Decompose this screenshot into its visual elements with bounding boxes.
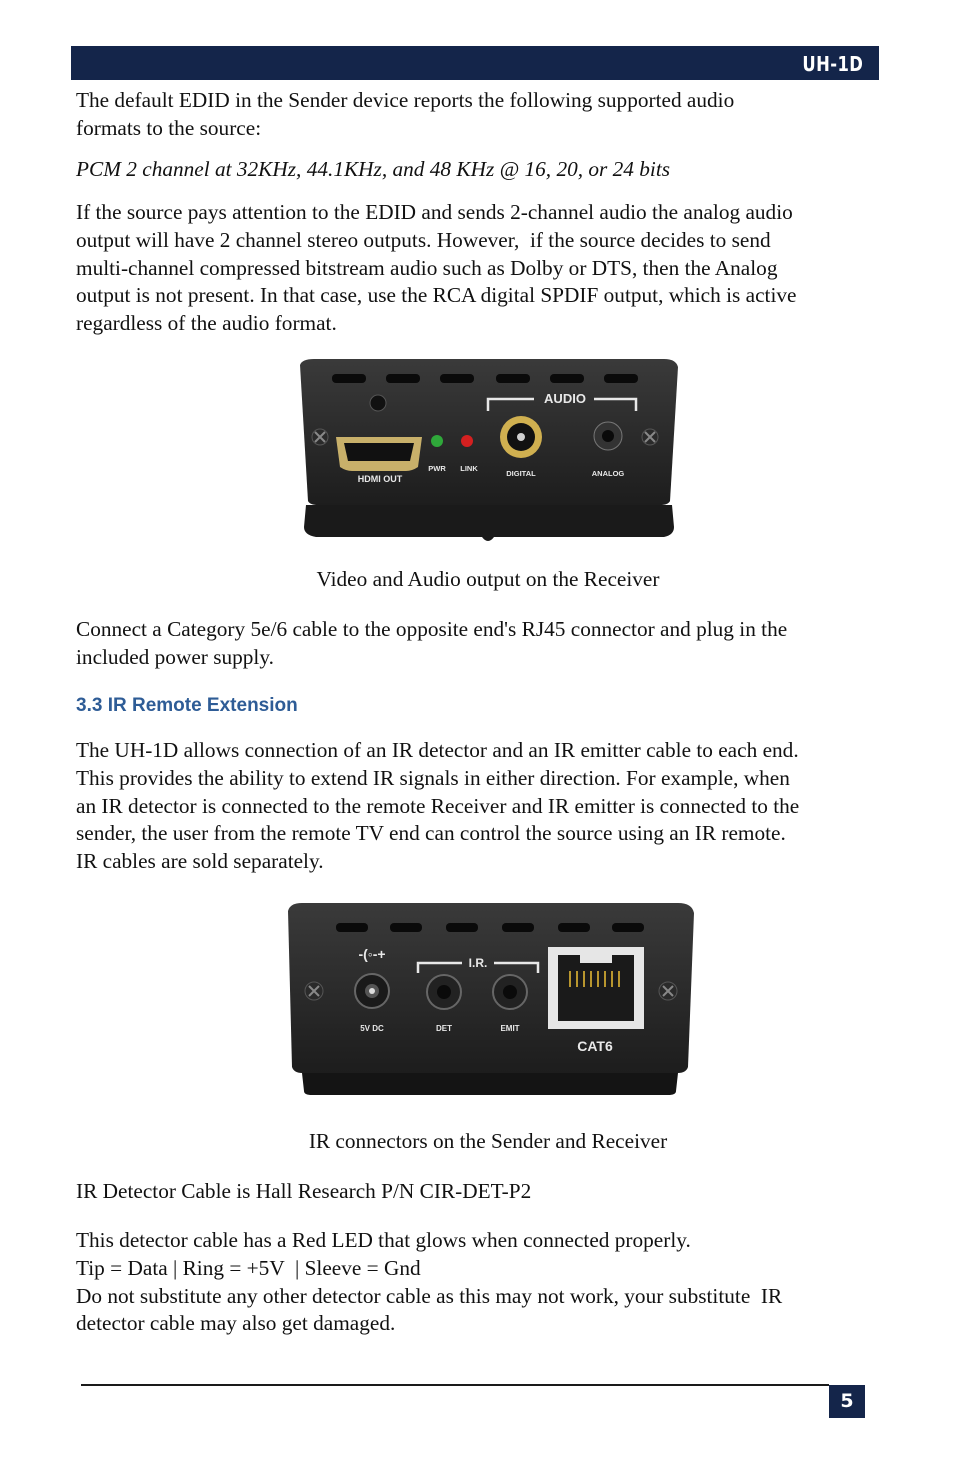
ir-detector-jack-icon	[427, 975, 461, 1009]
screw-left-icon	[312, 429, 328, 445]
hdmi-out-label: HDMI OUT	[357, 474, 403, 484]
screw-left-icon	[305, 982, 323, 1000]
sender-ir-photo	[282, 903, 698, 1097]
section-heading-ir-remote: 3.3 IR Remote Extension	[76, 695, 298, 716]
det-label: DET	[436, 1024, 452, 1033]
paragraph-edid-intro: The default EDID in the Sender device reports the following supported audio formats to the source:	[76, 88, 735, 140]
emit-label: EMIT	[500, 1024, 520, 1033]
footer-rule	[81, 1384, 829, 1386]
power-led-icon	[431, 435, 443, 447]
paragraph-detector-notes: This detector cable has a Red LED that glows when connected properly. Tip = Data | Ring = +5V | Sleeve = Gnd Do not substitute any other detector cable as this may not work, your substitute IR detector cable may also get damaged.	[76, 1228, 783, 1336]
caption-receiver: Video and Audio output on the Receiver	[316, 567, 660, 591]
hdmi-port-icon	[336, 437, 422, 471]
digital-label: DIGITAL	[506, 469, 536, 478]
screw-right-icon	[659, 982, 677, 1000]
header-title: UH-1D	[802, 52, 863, 76]
digital-rca-jack-icon	[500, 416, 542, 458]
ir-emitter-jack-icon	[493, 975, 527, 1009]
analog-label: ANALOG	[591, 469, 625, 478]
rj45-port-icon	[548, 947, 644, 1029]
screw-right-icon	[642, 429, 658, 445]
paragraph-ir-intro: The UH-1D allows connection of an IR detector and an IR emitter cable to each end. This provides the ability to extend IR signals in either direction. For example, when an IR detector is connected to the remote Receiver and IR emitter is connected to the sender, the user from the remote TV end can control the source using an IR remote. IR cables are sold separately.	[76, 738, 800, 874]
pwr-label: PWR	[428, 464, 446, 473]
cat6-label: CAT6	[577, 1038, 613, 1054]
paragraph-analog-note: If the source pays attention to the EDID and sends 2-channel audio the analog audio output will have 2 channel stereo outputs. However, if the source decides to send multi-channel compressed bitstream audio such as Dolby or DTS, then the Analog output is not present. In that case, use the RCA digital SPDIF output, which is active regardless of the audio format.	[76, 200, 797, 336]
caption-sender: IR connectors on the Sender and Receiver	[308, 1129, 668, 1153]
paragraph-cat5-connect: Connect a Category 5e/6 cable to the opposite end's RJ45 connector and plug in the included power supply.	[76, 617, 788, 669]
ir-label: I.R.	[468, 956, 488, 970]
power-polarity-symbol: -(◦-+	[358, 946, 386, 962]
dc-power-jack-icon	[355, 974, 389, 1008]
audio-label: AUDIO	[544, 391, 586, 406]
link-label: LINK	[460, 464, 478, 473]
paragraph-detector-pn: IR Detector Cable is Hall Research P/N CIR-DET-P2	[76, 1179, 532, 1203]
paragraph-pcm-spec: PCM 2 channel at 32KHz, 44.1KHz, and 48 KHz @ 16, 20, or 24 bits	[76, 157, 671, 181]
receiver-output-photo	[294, 359, 686, 549]
analog-jack-icon	[594, 422, 622, 450]
link-led-icon	[461, 435, 473, 447]
dc-label: 5V DC	[360, 1024, 384, 1033]
page-number: 5	[829, 1385, 865, 1418]
header-bar	[71, 46, 879, 80]
